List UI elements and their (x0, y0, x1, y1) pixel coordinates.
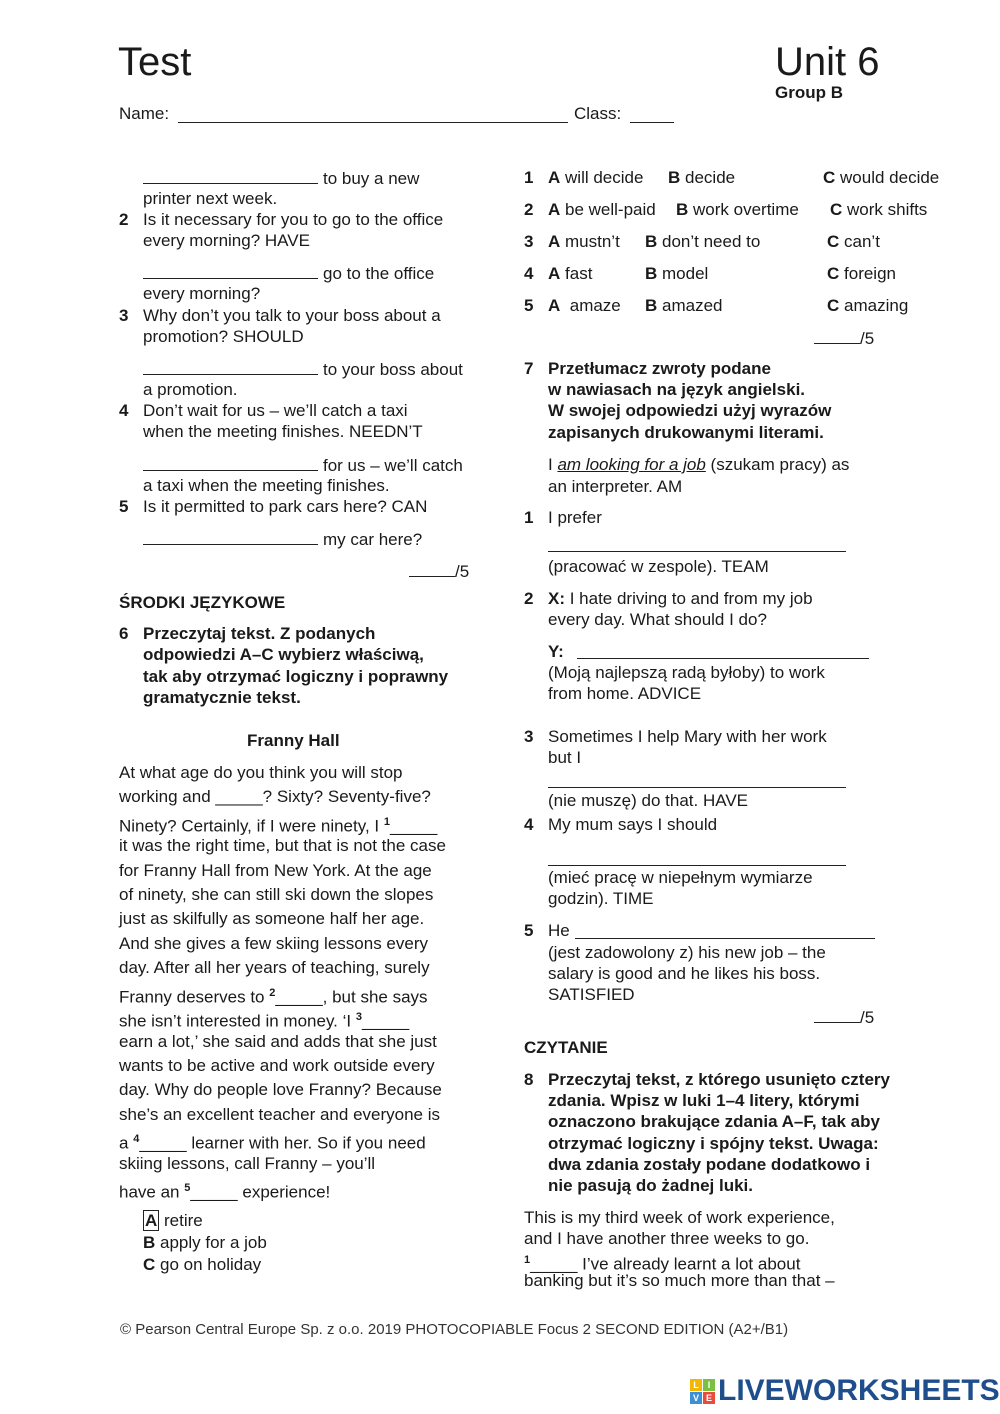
text-line: 4 (133, 1133, 140, 1145)
text-line (119, 1178, 330, 1203)
text-line: amaze (569, 296, 621, 315)
text-line: fast (565, 264, 593, 283)
score-left (409, 561, 469, 582)
gap-1[interactable]: _____ (390, 816, 438, 836)
answer-option[interactable] (823, 168, 939, 188)
text-line: godzin). TIME (548, 889, 654, 908)
gap-3[interactable]: _____ (361, 1011, 410, 1031)
answer-option[interactable] (830, 200, 927, 220)
score-blank[interactable] (409, 561, 455, 577)
question-number: 1 (524, 508, 534, 527)
answer-blank[interactable] (575, 937, 875, 939)
text-line: banking but it’s so much more than that – (524, 1271, 835, 1290)
ex7-instruction: Przetłumacz zwroty podane (548, 359, 771, 378)
text-line: amazed (662, 296, 723, 315)
text-line: go on holiday (160, 1255, 262, 1274)
answer-blank[interactable] (548, 786, 846, 788)
text-line: (szukam pracy) as (705, 455, 850, 474)
text-line: of ninety, she can still ski down the slopes (119, 885, 434, 904)
text-line: have an (119, 1182, 185, 1202)
text-line: 1 (524, 168, 534, 187)
text-line: apply for a job (160, 1233, 267, 1252)
text-line: salary is good and he likes his boss. (548, 964, 821, 983)
ex7-instruction: w nawiasach na język angielski. (548, 380, 806, 399)
answer-blank[interactable] (577, 657, 869, 659)
text-line (143, 529, 422, 550)
text-line: LIVEWORKSHEETS (718, 1374, 1000, 1407)
text-line: model (662, 264, 709, 283)
name-input[interactable] (178, 121, 568, 123)
answer-option[interactable] (548, 200, 656, 220)
ex8-instruction: otrzymać logiczny i spójny tekst. Uwaga: (548, 1134, 879, 1153)
ex7-instruction: zapisanych drukowanymi literami. (548, 423, 824, 442)
text-line: 5 (184, 1182, 191, 1194)
text-line: A (145, 1211, 158, 1230)
text-line: He (548, 921, 570, 940)
text-line (119, 812, 437, 837)
text-line: X: (548, 589, 565, 608)
answer-option[interactable] (668, 168, 735, 188)
text-line: /5 (860, 329, 875, 348)
q3-answer-text: to your boss about (323, 360, 463, 379)
answer-option[interactable] (645, 232, 760, 252)
section-heading: CZYTANIE (524, 1038, 608, 1057)
text-line: and I have another three weeks to go. (524, 1229, 810, 1248)
question-number: 2 (524, 589, 534, 608)
ex6-instruction: tak aby otrzymać logiczny i poprawny (143, 667, 449, 686)
gap-5[interactable]: _____ (190, 1182, 238, 1202)
ex7-instruction: W swojej odpowiedzi użyj wyrazów (548, 401, 832, 420)
answer-blank[interactable] (548, 864, 846, 866)
answer-option[interactable] (548, 168, 643, 188)
q5-answer-text: my car here? (323, 530, 423, 549)
example-line (548, 455, 849, 475)
text-line: can’t (844, 232, 880, 251)
text-line: I (703, 1379, 715, 1391)
answer-option[interactable] (676, 200, 799, 220)
text-line: B (668, 168, 681, 187)
text-line: 3 (355, 1011, 362, 1023)
text-line: skiing lessons, call Franny – you’ll (119, 1154, 376, 1173)
q1-text: printer next week. (143, 189, 278, 208)
text-line: from home. ADVICE (548, 684, 702, 703)
class-label: Class: (574, 104, 622, 123)
class-input[interactable] (630, 121, 674, 123)
text-line: 1 (524, 1254, 531, 1266)
q4-answer-text: for us – we’ll catch (323, 456, 463, 475)
text-line: amazing (844, 296, 909, 315)
text-line: C (823, 168, 836, 187)
liveworksheets-logo[interactable] (690, 1374, 1000, 1408)
answer-option[interactable] (548, 264, 592, 284)
text-line: B (143, 1233, 156, 1252)
option-a[interactable] (143, 1211, 203, 1231)
score-blank[interactable] (814, 328, 860, 344)
text-line: (jest zadowolony z) his new job – the (548, 943, 826, 962)
text-line: Sometimes I help Mary with her work (548, 727, 827, 746)
answer-option[interactable] (548, 296, 621, 316)
text-line: /5 (860, 1008, 875, 1027)
q2-answer-text: go to the office (323, 264, 435, 283)
text-line: 5 (524, 296, 534, 315)
text-line: foreign (844, 264, 896, 283)
answer-option[interactable] (645, 296, 723, 316)
q3-text: promotion? SHOULD (143, 327, 304, 346)
text-line: C (830, 200, 843, 219)
q2-text: every morning? HAVE (143, 231, 310, 250)
question-number: 5 (119, 497, 129, 516)
text-line: A (548, 200, 561, 219)
example-line: an interpreter. AM (548, 477, 683, 496)
ex8-instruction: zdania. Wpisz w luki 1–4 litery, którymi (548, 1091, 860, 1110)
ex6-instruction: Przeczytaj tekst. Z podanych (143, 624, 376, 643)
text-line: , but she says (322, 987, 428, 1007)
question-number: 2 (119, 210, 129, 229)
copyright-footer: © Pearson Central Europe Sp. z o.o. 2019 PHOTOCOPIABLE Focus 2 SECOND EDITION (A2+/B1) (120, 1321, 789, 1338)
text-line: earn a lot,’ she said and adds that she just (119, 1032, 437, 1051)
text-line: At what age do you think you will stop (119, 763, 403, 782)
answer-blank[interactable] (143, 263, 318, 279)
q2-text: Is it necessary for you to go to the office (143, 210, 444, 229)
text-line: be well-paid (565, 200, 656, 219)
text-line: Y: (548, 642, 564, 661)
question-number: 3 (524, 727, 534, 746)
q3-answer-text: a promotion. (143, 380, 238, 399)
text-line: C (827, 296, 840, 315)
text-line: am looking for a job (557, 455, 706, 474)
answer-blank[interactable] (143, 455, 318, 471)
text-line (143, 263, 434, 284)
text-line: 2 (524, 200, 534, 219)
text-line (143, 168, 419, 189)
question-number: 4 (119, 401, 129, 420)
text-line: C (827, 264, 840, 283)
text-line: don’t need to (662, 232, 761, 251)
answer-option[interactable] (827, 232, 880, 252)
text-line: B (676, 200, 689, 219)
answer-blank[interactable] (548, 550, 846, 552)
text-line: (pracować w zespole). TEAM (548, 557, 769, 576)
text-line: A (548, 232, 561, 251)
text-line: B (645, 232, 658, 251)
text-line: A (548, 264, 561, 283)
ex8-instruction: dwa zdania zostały podane dodatkowo i (548, 1155, 871, 1174)
exercise-number: 7 (524, 359, 534, 378)
section-heading: ŚRODKI JĘZYKOWE (119, 593, 286, 612)
text-line (548, 589, 813, 609)
ex8-instruction: Przeczytaj tekst, z którego usunięto cztery (548, 1070, 890, 1089)
text-line: /5 (455, 562, 470, 581)
text-line: she isn’t interested in money. ‘I (119, 1011, 356, 1031)
text-line: And she gives a few skiing lessons every (119, 934, 428, 953)
text-line: mustn’t (565, 232, 620, 251)
text-line: My mum says I should (548, 815, 718, 834)
text-line: working and _____? Sixty? Seventy-five? (119, 787, 431, 806)
text-line: (mieć pracę w niepełnym wymiarze (548, 868, 813, 887)
question-number: 4 (524, 815, 534, 834)
text-line: just as skilfully as someone half her age. (119, 909, 425, 928)
text-line: learner with her. So if you need (186, 1133, 426, 1153)
text-line: 4 (524, 264, 534, 283)
text-line: E (703, 1392, 715, 1404)
text-line: A (548, 168, 561, 187)
exercise-number: 6 (119, 624, 129, 643)
text-line: 2 (269, 987, 276, 999)
text-line: day. After all her years of teaching, surely (119, 958, 430, 977)
text-line: experience! (237, 1182, 331, 1202)
score-right-1 (814, 328, 874, 349)
text-line: work overtime (693, 200, 799, 219)
text-line: it was the right time, but that is not the case (119, 836, 446, 855)
q2-answer-text: every morning? (143, 284, 261, 303)
answer-blank[interactable] (143, 168, 318, 184)
text-line: she’s an excellent teacher and everyone is (119, 1105, 440, 1124)
text-line (143, 359, 463, 380)
text-line (143, 455, 463, 476)
ex6-instruction: gramatycznie tekst. (143, 688, 301, 707)
q4-answer-text: a taxi when the meeting finishes. (143, 476, 390, 495)
option-c[interactable] (143, 1255, 261, 1275)
question-number: 5 (524, 921, 534, 940)
text-line: L (690, 1379, 702, 1391)
text-line: would decide (840, 168, 940, 187)
q3-text: Why don’t you talk to your boss about a (143, 306, 441, 325)
score-right-2 (814, 1007, 874, 1028)
text-line: V (690, 1392, 702, 1404)
text-line: but I (548, 748, 582, 767)
text-line: (nie muszę) do that. HAVE (548, 791, 748, 810)
text-line: C (143, 1255, 156, 1274)
text-line: every day. What should I do? (548, 610, 767, 629)
text-line: decide (685, 168, 736, 187)
text-line: A (548, 296, 561, 315)
text-line: work shifts (847, 200, 928, 219)
text-line: Franny deserves to (119, 987, 270, 1007)
ex8-instruction: oznaczono brakujące zdania A–F, tak aby (548, 1112, 880, 1131)
answer-blank[interactable] (143, 529, 318, 545)
text-line: Ninety? Certainly, if I were ninety, I (119, 816, 384, 836)
text-line: retire (164, 1211, 203, 1230)
text-line: B (645, 264, 658, 283)
option-b[interactable] (143, 1233, 267, 1253)
text-line: This is my third week of work experience, (524, 1208, 835, 1227)
text-line: C (827, 232, 840, 251)
passage-title: Franny Hall (247, 731, 340, 750)
reading-gap-1[interactable]: _____ I’ve already learnt a lot about (530, 1254, 801, 1274)
text-line (119, 983, 428, 1008)
text-line (119, 1129, 426, 1154)
text-line: B (645, 296, 658, 315)
answer-option[interactable] (827, 264, 896, 284)
answer-option[interactable] (827, 296, 908, 316)
gap-2[interactable]: _____ (275, 987, 323, 1007)
question-number: 3 (119, 306, 129, 325)
ex8-instruction: nie pasują do żadnej luki. (548, 1176, 753, 1195)
score-blank[interactable] (814, 1007, 860, 1023)
q5-text: Is it permitted to park cars here? CAN (143, 497, 428, 516)
q4-text: Don’t wait for us – we’ll catch a taxi (143, 401, 408, 420)
name-label: Name: (119, 104, 170, 123)
text-line: wants to be active and work outside every (119, 1056, 435, 1075)
gap-4[interactable]: _____ (139, 1133, 187, 1153)
q1-text: to buy a new (323, 169, 420, 188)
text-line: day. Why do people love Franny? Because (119, 1080, 442, 1099)
text-line: I (548, 455, 558, 474)
text-line: a (119, 1133, 134, 1153)
unit-title: Unit 6 (775, 40, 880, 84)
text-line: for Franny Hall from New York. At the age (119, 861, 432, 880)
text-line: (Moją najlepszą radą byłoby) to work (548, 663, 825, 682)
group-label: Group B (775, 83, 843, 102)
text-line: I prefer (548, 508, 602, 527)
text-line: 1 (383, 816, 390, 828)
q4-text: when the meeting finishes. NEEDN’T (143, 422, 423, 441)
logo-icon (690, 1379, 715, 1404)
test-title: Test (118, 40, 192, 84)
ex6-instruction: odpowiedzi A–C wybierz właściwą, (143, 645, 424, 664)
text-line: 3 (524, 232, 534, 251)
answer-option[interactable] (548, 232, 620, 252)
answer-option[interactable] (645, 264, 708, 284)
text-line (119, 1007, 409, 1032)
text-line: SATISFIED (548, 985, 635, 1004)
text-line: will decide (565, 168, 644, 187)
exercise-number: 8 (524, 1070, 534, 1089)
text-line: I hate driving to and from my job (565, 589, 813, 608)
answer-blank[interactable] (143, 359, 318, 375)
